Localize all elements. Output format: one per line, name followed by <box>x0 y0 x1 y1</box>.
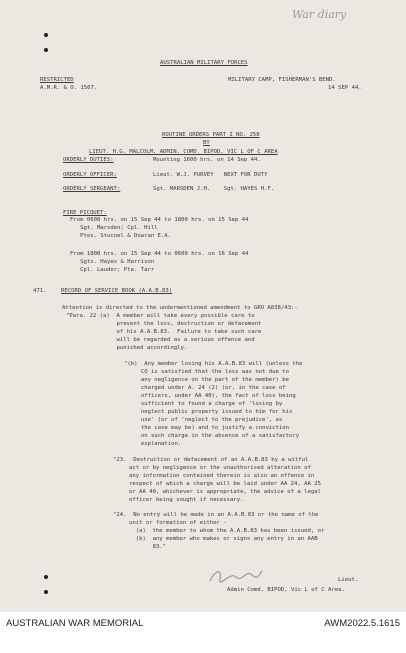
text-line: "Para. 22 (a) A member will take every possible care to <box>66 313 255 319</box>
text-line: CO is satisfied that the loss was not due to <box>124 369 290 375</box>
text-line: neglect public property issued to him for his <box>124 409 293 415</box>
text-line: any negligence on the part of the member) be <box>124 377 290 383</box>
footer-institution: AUSTRALIAN WAR MEMORIAL <box>6 618 144 629</box>
picquet-line: From 0600 hrs. on 15 Sep 44 to 1800 hrs. on 15 Sep 44 <box>70 217 249 223</box>
text-line: Attention is directed to the undermentioned amendment to GRO A838/43:- <box>62 305 298 311</box>
text-line: explanation. <box>124 441 182 447</box>
text-line: punished accordingly. <box>66 345 188 351</box>
picquet-line: Sgt. Marsden; Cpl. Hill <box>70 225 158 231</box>
text-line: charged under A. 24 (2) (or, in the case of <box>124 385 286 391</box>
item-number: 471. <box>33 288 47 294</box>
duty-text: Sgt. MARSDEN J.H. Sgt. HAYES H.F. <box>153 186 275 192</box>
text-line: (b) any member who makes or signs any entry in an AAB <box>129 536 318 542</box>
location: MILITARY CAMP, FISHERMAN'S BEND. <box>228 77 336 83</box>
signature-block: Admin Comd, BIPOD, Vic L of C Area. <box>227 587 345 593</box>
text-line: use' (or of 'neglect to the prejudice', as <box>124 417 283 423</box>
item-title: RECORD OF SERVICE BOOK (A.A.B.83) <box>61 288 173 294</box>
text-line: "23. Destruction or defacement of an A.A.B.83 by a wilful <box>113 457 309 463</box>
text-line: will be regarded as a serious offence and <box>66 337 255 343</box>
text-line: act or by negligence or the unauthorised alteration of <box>129 465 311 471</box>
duty-text: Mounting 1600 hrs. on 14 Sep 44. <box>153 157 261 163</box>
text-line: officers, under AA 40), the fact of loss being <box>124 393 296 399</box>
punch-hole <box>44 33 48 37</box>
classification: RESTRICTED <box>40 77 74 83</box>
document-date: 14 SEP 44. <box>328 85 362 91</box>
orders-by: BY <box>203 140 210 146</box>
commander: LIEUT. H.G. MALCOLM, ADMIN. COMD. BIPOD, VIC L OF C AREA <box>89 149 278 155</box>
text-line: on such charge in the absence of a satisfactory <box>124 433 300 439</box>
text-line: of his A.A.B.83. Failure to take such care <box>66 329 262 335</box>
picquet-line: From 1800 hrs. on 15 Sep 44 to 0600 hrs. on 16 Sep 44 <box>70 251 249 257</box>
orders-title: ROUTINE ORDERS PART I NO. 258 <box>162 132 260 138</box>
picquet-line: Cpl. Lauder; Pte. Tarr <box>70 267 155 273</box>
punch-hole <box>44 48 48 52</box>
picquet-label: FIRE PICQUET: <box>63 210 107 216</box>
text-line: "(b) Any member losing his A.A.B.83 will (unless the <box>124 361 303 367</box>
text-line: officer being sought if necessary. <box>129 497 244 503</box>
text-line: the case may be) and to justify a conviction <box>124 425 290 431</box>
handwritten-signature <box>206 565 266 587</box>
text-line: 83." <box>129 544 167 550</box>
punch-hole <box>44 590 48 594</box>
text-line: sufficient to found a charge of 'losing by <box>124 401 283 407</box>
reference: A.M.R. & O. 1567. <box>40 85 98 91</box>
footer-reference: AWM2022.5.1615 <box>324 618 400 629</box>
handwritten-annotation: War diary <box>292 8 347 21</box>
signature-rank: Lieut. <box>338 577 359 583</box>
picquet-line: Sgts. Hayes & Harrison <box>70 259 155 265</box>
archive-footer <box>0 612 406 653</box>
duty-label: ORDERLY SERGEANT: <box>63 186 121 192</box>
document-heading: AUSTRALIAN MILITARY FORCES <box>160 60 248 66</box>
duty-text: Lieut. W.J. PURVEY NEXT FOR DUTY <box>153 172 268 178</box>
text-line: respect of which a charge will be laid under AA 24, AA 25 <box>129 481 321 487</box>
duty-label: ORDERLY DUTIES: <box>63 157 114 163</box>
text-line: unit or formation of either - <box>129 520 227 526</box>
duty-label: ORDERLY OFFICER: <box>63 172 117 178</box>
text-line: any information contained therein is also an offence in <box>129 473 315 479</box>
text-line: (a) the member to whom the A.A.B.83 has been issued, or <box>129 528 325 534</box>
text-line: or AA 40, whichever is appropriate, the advice of a legal <box>129 489 321 495</box>
text-line: "24. No entry will be made in an A.A.B.83 or the name of the <box>113 512 319 518</box>
picquet-line: Ptes. Stucnel & Dowran E.A. <box>70 233 172 239</box>
text-line: prevent the loss, destruction or defacement <box>66 321 262 327</box>
punch-hole <box>44 575 48 579</box>
